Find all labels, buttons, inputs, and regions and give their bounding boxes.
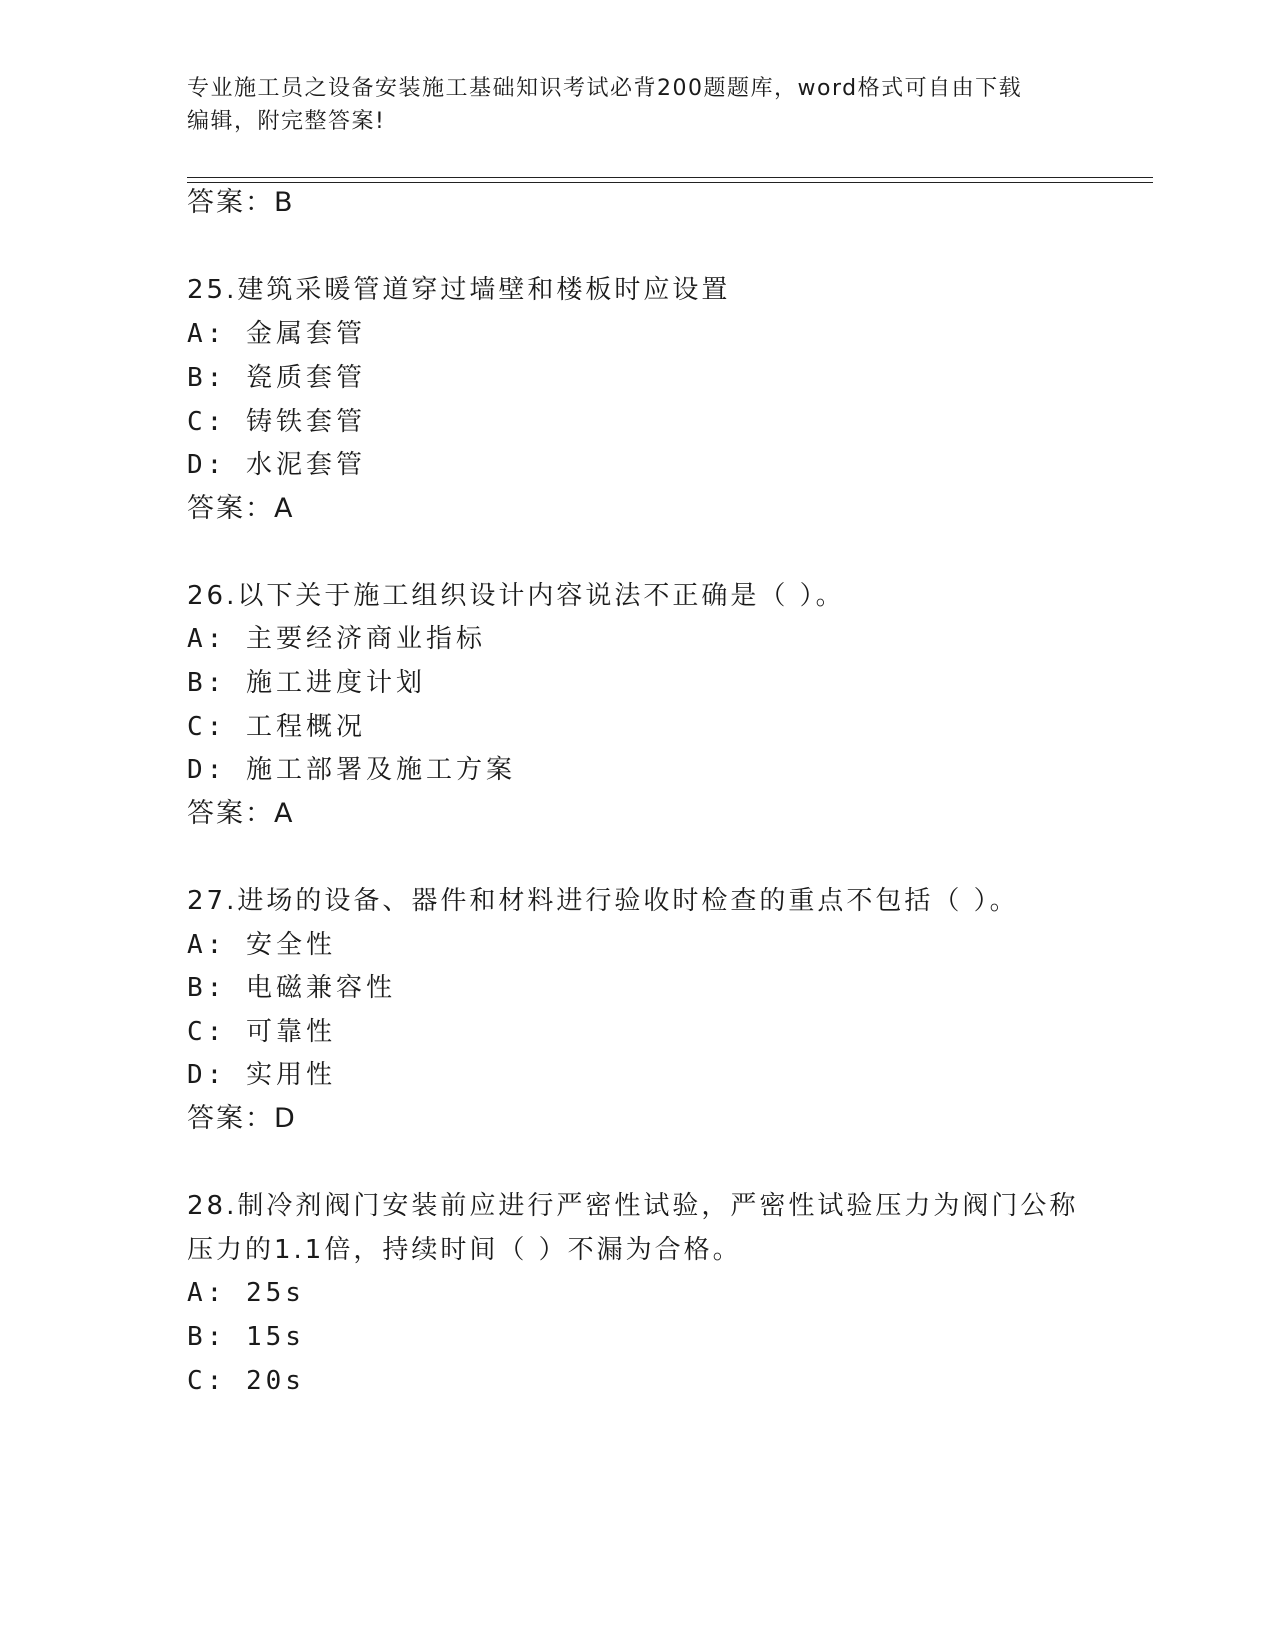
q27-option-b: B: 电磁兼容性 (187, 973, 396, 1003)
q27-option-c: C: 可靠性 (187, 1017, 336, 1047)
header-divider-top (187, 177, 1153, 178)
q25-option-b: B: 瓷质套管 (187, 363, 366, 393)
q27-option-a: A: 安全性 (187, 930, 336, 960)
q28-option-c: C: 20s (187, 1366, 305, 1396)
question-25: 25.建筑采暖管道穿过墙壁和楼板时应设置 (187, 275, 731, 305)
question-27: 27.进场的设备、器件和材料进行验收时检查的重点不包括（ ）。 (187, 886, 1019, 916)
q26-option-b: B: 施工进度计划 (187, 668, 426, 698)
header-divider-bottom (187, 182, 1153, 183)
answer-25: 答案：A (187, 493, 295, 524)
q26-option-a: A: 主要经济商业指标 (187, 624, 486, 654)
answer-27: 答案：D (187, 1103, 297, 1134)
q28-option-a: A: 25s (187, 1278, 305, 1308)
q25-option-d: D: 水泥套管 (187, 450, 366, 480)
q26-option-d: D: 施工部署及施工方案 (187, 755, 516, 785)
q26-option-c: C: 工程概况 (187, 712, 366, 742)
q28-option-b: B: 15s (187, 1322, 305, 1352)
answer-26: 答案：A (187, 798, 295, 829)
question-28-line-1: 28.制冷剂阀门安装前应进行严密性试验，严密性试验压力为阀门公称 (187, 1191, 1079, 1221)
question-28-line-2: 压力的1.1倍，持续时间（ ）不漏为合格。 (187, 1235, 742, 1265)
q25-option-c: C: 铸铁套管 (187, 407, 366, 437)
answer-24: 答案：B (187, 187, 295, 218)
q27-option-d: D: 实用性 (187, 1060, 336, 1090)
header-line-1: 专业施工员之设备安装施工基础知识考试必背200题题库，word格式可自由下载 (187, 76, 1023, 101)
q25-option-a: A: 金属套管 (187, 319, 366, 349)
question-26: 26.以下关于施工组织设计内容说法不正确是（ ）。 (187, 581, 845, 611)
header-line-2: 编辑，附完整答案! (187, 109, 386, 134)
document-header (187, 72, 1067, 138)
